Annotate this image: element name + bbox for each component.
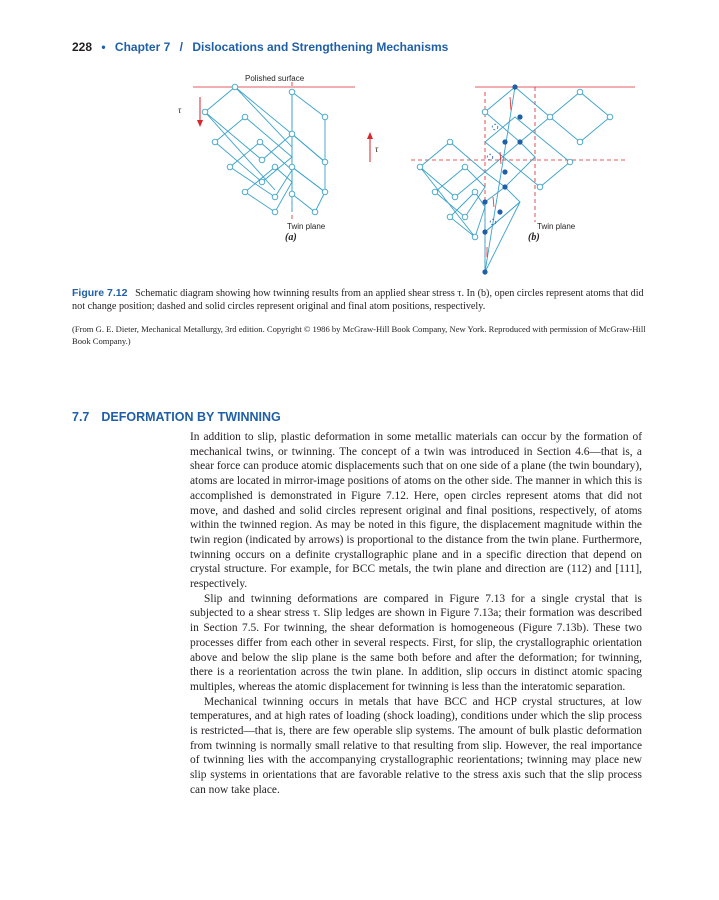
panel-b-tag: (b) [528,232,540,243]
paragraph-1: In addition to slip, plastic deformation in some metallic materials can occur by the formation of mechanical twins, or twinning. The concept of a twin was introduced in Section 4.6—that is, a shear force can produce atomic displacements such that on one side of a plane (the twin boundary), atoms are located in mirror-image positions of atoms on the other side. The manner in which this is accomplished is demonstrated in Figure 7.12. Here, open circles represent atoms that did not move, and dashed and solid circles represent original and final positions, respectively, of atoms within the twinned region. As may be noted in this figure, the displacement magnitude within the twin region (indicated by arrows) is proportional to the distance from the twin plane. Furthermore, twinning occurs on a definite crystallographic plane and in a specific direction that depend on crystal structure. For example, for BCC metals, the twin plane and direction are (112) and [111], respectively. [190,431,642,591]
tau-label-right: τ [375,144,379,154]
twin-plane-label-b: Twin plane [537,222,576,231]
lattice-a [205,87,325,212]
paragraph-2: Slip and twinning deformations are compared in Figure 7.13 for a single crystal that is subjected to a shear stress τ. Slip ledges are shown in Figure 7.13a; their formation was described in Section 7.5. For twinning, the shear deformation is homogeneous (Figure 7.13b). These two processes differ from each other in several respects. First, for slip, the crystallographic orientation above and below the slip plane is the same both before and after the deformation; for twinning, there is a reorientation across the twin plane. In addition, slip occurs in distinct atomic spacing multiples, whereas the atomic displacement for twinning is less than the interatomic separation. [190,592,642,693]
header-separator: / [179,40,183,54]
polished-surface-label: Polished surface [245,74,305,83]
section-title: DEFORMATION BY TWINNING [101,410,281,424]
header-bullet: • [101,40,106,54]
caption-text: Schematic diagram showing how twinning results from an applied shear stress τ. In (b), open circles represent atoms that did not change position; dashed and solid circles represent original and final atom positions, respectively. [72,288,644,312]
page-number: 228 [72,40,93,54]
twinning-diagram [175,72,645,282]
figure-caption [72,287,652,313]
panel-a-tag: (a) [285,232,297,243]
paragraph-3: Mechanical twinning occurs in metals that have BCC and HCP crystal structures, at low temperatures, and at high rates of loading (shock loading), conditions under which the slip process is restricted—that is, there are few operable slip systems. The amount of bulk plastic deformation from twinning is normally small relative to that resulting from slip. However, the real importance of twinning lies with the accompanying crystallographic reorientations; twinning may place new slip systems in orientations that are favorable relative to the stress axis such that the slip process can now take place. [190,695,642,796]
figure-credit: (From G. E. Dieter, Mechanical Metallurgy, 3rd edition. Copyright © 1986 by McGraw-Hill Book Company, New York. Reproduced with permission of McGraw-Hill Book Company.) [72,324,646,346]
section-heading [72,410,281,424]
open-atoms-a [202,84,328,215]
section-number: 7.7 [72,410,90,424]
panel-a-diagram [193,82,373,222]
chapter-title: Dislocations and Strengthening Mechanisms [192,40,449,54]
chapter-label: Chapter 7 [114,40,171,54]
twin-plane-label-a: Twin plane [287,222,326,231]
shear-arrowhead-down [197,120,203,127]
tau-label-left: τ [178,105,182,115]
panel-b-diagram [411,84,635,274]
open-atoms-b [417,89,613,240]
twinning-figure [175,72,645,282]
lattice-b [420,87,610,272]
solid-atoms-b [482,84,522,274]
shear-arrowhead-up [367,132,373,139]
displacement-arrows-b [487,97,511,257]
running-header [72,40,448,54]
figure-number: Figure 7.12 [72,287,128,299]
body-text [190,430,642,798]
